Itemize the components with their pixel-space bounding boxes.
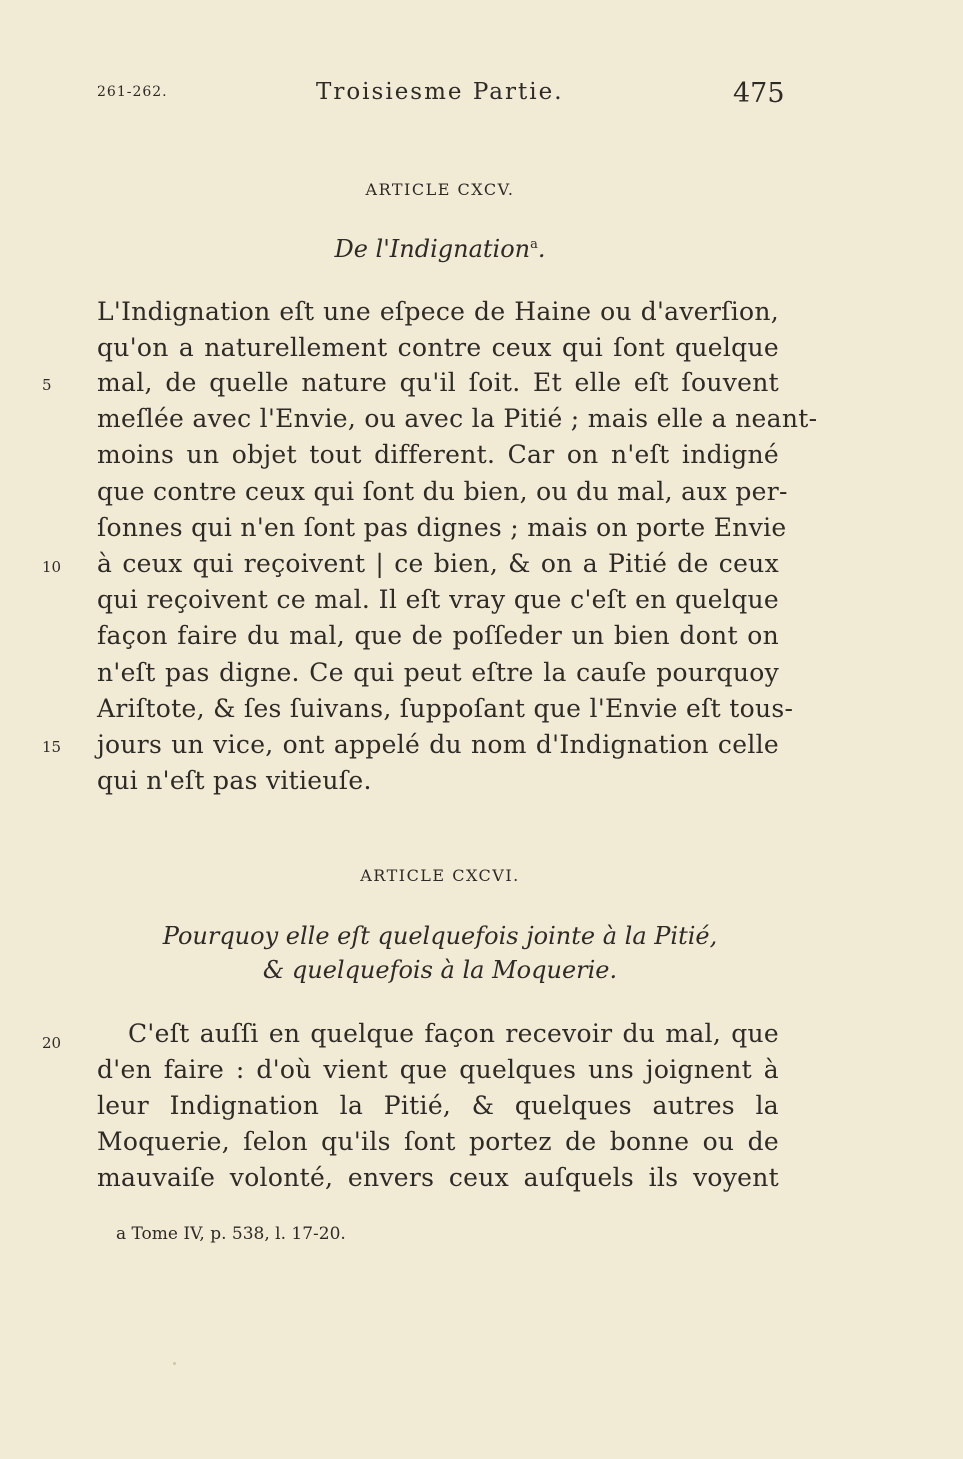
article-title: Pourquoy elle eſt quelquefois jointe à la Pitié,	[162, 922, 718, 950]
text-line: d'en faire : d'où vient que quelques uns joignent à	[97, 1055, 779, 1084]
text-line: moins un objet tout different. Car on n'eſt indigné	[97, 440, 779, 469]
line-number: 5	[42, 376, 52, 394]
line-number: 10	[42, 558, 62, 576]
line-number: 15	[42, 738, 62, 756]
text-line: mauvaiſe volonté, envers ceux auſquels ils voyent	[97, 1163, 779, 1192]
article-title: De l'Indignation$^a$.	[334, 235, 546, 263]
text-line: mal, de quelle nature qu'il ſoit. Et elle eſt ſouvent	[97, 368, 779, 397]
footnote: a Tome IV, p. 538, l. 17-20.	[116, 1224, 346, 1244]
text-line: qu'on a naturellement contre ceux qui ſont quelque	[97, 333, 779, 362]
text-line: que contre ceux qui ſont du bien, ou du mal, aux per-	[97, 477, 788, 506]
text-line: jours un vice, ont appelé du nom d'Indignation celle	[97, 730, 779, 759]
article-title-text: De l'Indignation	[334, 235, 531, 263]
text-line: n'eſt pas digne. Ce qui peut eſtre la cauſe pourquoy	[97, 658, 779, 687]
page-number: 475	[733, 78, 785, 109]
text-line: C'eſt auſſi en quelque façon recevoir du mal, que	[128, 1019, 779, 1048]
text-line: qui n'eſt pas vitieuſe.	[97, 766, 372, 795]
text-line: à ceux qui reçoivent | ce bien, & on a Pitié de ceux	[97, 549, 779, 578]
text-line: meſlée avec l'Envie, ou avec la Pitié ; mais elle a neant-	[97, 404, 818, 433]
line-number: 20	[42, 1034, 62, 1052]
page-range: 261-262.	[97, 84, 168, 100]
footnote-marker: a	[530, 237, 538, 252]
article-heading: ARTICLE CXCVI.	[360, 866, 520, 885]
text-line: L'Indignation eſt une eſpece de Haine ou d'averſion,	[97, 297, 779, 326]
text-line: qui reçoivent ce mal. Il eſt vray que c'eſt en quelque	[97, 585, 779, 614]
text-line: façon faire du mal, que de poſſeder un bien dont on	[97, 621, 779, 650]
article-heading: ARTICLE CXCV.	[365, 180, 515, 199]
text-line: ſonnes qui n'en ſont pas dignes ; mais on porte Envie	[97, 513, 787, 542]
text-line: leur Indignation la Pitié, & quelques autres la	[97, 1091, 779, 1120]
running-header: Troisiesme Partie.	[316, 79, 564, 105]
text-line: Ariſtote, & ſes ſuivans, ſuppoſant que l'Envie eſt tous-	[97, 694, 794, 723]
paper-speck	[173, 1362, 176, 1365]
article-title: & quelquefois à la Moquerie.	[262, 956, 618, 984]
text-line: Moquerie, ſelon qu'ils ſont portez de bonne ou de	[97, 1127, 779, 1156]
